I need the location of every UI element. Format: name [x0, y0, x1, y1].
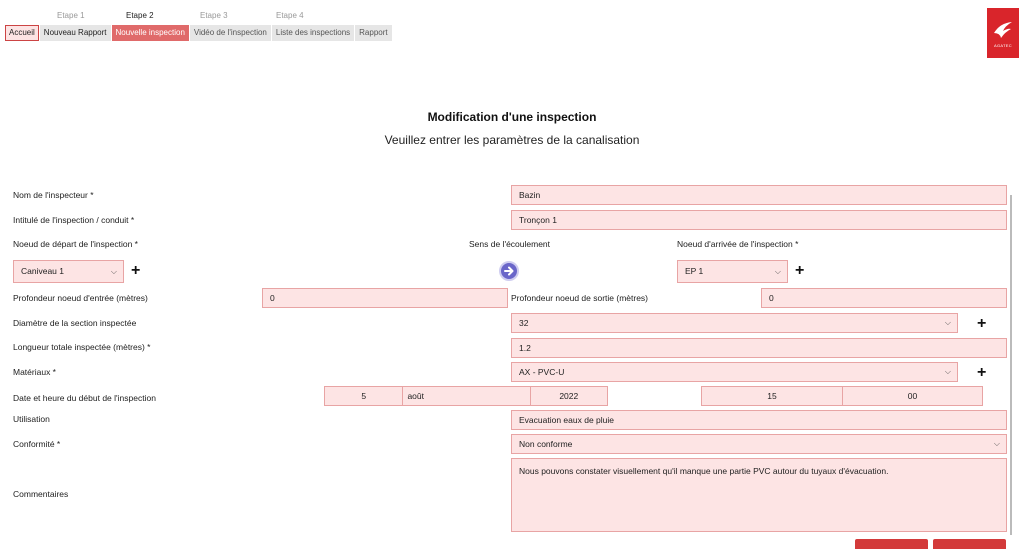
material-select[interactable]	[511, 362, 958, 382]
flow-direction-label: Sens de l'écoulement	[469, 239, 551, 249]
logo-bird-icon	[992, 19, 1014, 41]
conformity-select[interactable]	[511, 434, 1007, 454]
top-nav	[5, 25, 392, 41]
time-hour[interactable]: 15	[767, 391, 777, 401]
conformity-label: Conformité *	[13, 439, 61, 449]
inspector-label: Nom de l'inspecteur *	[13, 190, 94, 200]
chevron-down-icon: ⌵	[944, 318, 951, 327]
material-label: Matériaux *	[13, 367, 56, 377]
depth-in-input[interactable]: 0	[262, 288, 508, 308]
usage-input[interactable]: Evacuation eaux de pluie	[511, 410, 1007, 430]
inspection-title-label: Intitulé de l'inspection / conduit *	[13, 215, 135, 225]
add-diameter-button[interactable]: +	[977, 315, 987, 332]
material-value: AX - PVC-U	[519, 367, 565, 377]
inspector-input[interactable]: Bazin	[511, 185, 1007, 205]
company-logo	[987, 8, 1019, 58]
flow-direction-button[interactable]	[499, 261, 519, 281]
length-input[interactable]: 1.2	[511, 338, 1007, 358]
logo-text: AGATEC	[994, 42, 1012, 48]
chevron-down-icon: ⌵	[774, 267, 781, 276]
diameter-value: 32	[519, 318, 529, 328]
page-subtitle: Veuillez entrer les paramètres de la canalisation	[384, 133, 640, 147]
start-node-value: Caniveau 1	[21, 266, 65, 276]
back-button[interactable]	[855, 539, 928, 549]
comments-textarea[interactable]: Nous pouvons constater visuellement qu'il manque une partie PVC autour du tuyaux d'évacuation.	[511, 458, 1007, 532]
add-start-node-button[interactable]: +	[131, 262, 141, 279]
date-month[interactable]: août	[402, 387, 529, 405]
end-node-select[interactable]	[677, 260, 788, 283]
nav-home[interactable]: Accueil	[5, 25, 39, 41]
depth-out-label: Profondeur noeud de sortie (mètres)	[511, 293, 649, 303]
nav-new-inspection[interactable]: Nouvelle inspection	[112, 25, 189, 41]
time-picker[interactable]	[701, 386, 983, 406]
end-node-label: Noeud d'arrivée de l'inspection *	[677, 239, 799, 249]
diameter-select[interactable]	[511, 313, 958, 333]
comments-label: Commentaires	[13, 489, 69, 499]
step-3: Etape 3	[200, 11, 228, 20]
length-label: Longueur totale inspectée (mètres) *	[13, 342, 151, 352]
nav-new-report[interactable]: Nouveau Rapport	[40, 25, 111, 41]
nav-inspection-video[interactable]: Vidéo de l'inspection	[190, 25, 271, 41]
arrow-right-icon	[503, 265, 515, 277]
date-picker[interactable]	[324, 386, 608, 406]
page-title: Modification d'une inspection	[427, 110, 597, 124]
step-1: Etape 1	[57, 11, 85, 20]
step-4: Etape 4	[276, 11, 304, 20]
datetime-label: Date et heure du début de l'inspection	[13, 393, 156, 403]
nav-inspection-list[interactable]: Liste des inspections	[272, 25, 354, 41]
inspection-title-input[interactable]: Tronçon 1	[511, 210, 1007, 230]
usage-label: Utilisation	[13, 414, 50, 424]
add-material-button[interactable]: +	[977, 364, 987, 381]
diameter-label: Diamètre de la section inspectée	[13, 318, 137, 328]
date-year[interactable]: 2022	[530, 387, 607, 405]
start-node-select[interactable]	[13, 260, 124, 283]
chevron-down-icon: ⌵	[993, 439, 1000, 448]
chevron-down-icon: ⌵	[110, 267, 117, 276]
nav-report[interactable]: Rapport	[355, 25, 391, 41]
time-minute[interactable]: 00	[842, 387, 982, 405]
scrollbar[interactable]	[1010, 195, 1012, 535]
date-day[interactable]: 5	[361, 391, 367, 401]
step-2: Etape 2	[126, 11, 154, 20]
chevron-down-icon: ⌵	[944, 367, 951, 376]
end-node-value: EP 1	[685, 266, 704, 276]
depth-out-input[interactable]: 0	[761, 288, 1007, 308]
depth-in-label: Profondeur noeud d'entrée (mètres)	[13, 293, 148, 303]
next-button[interactable]	[933, 539, 1006, 549]
add-end-node-button[interactable]: +	[795, 262, 805, 279]
start-node-label: Noeud de départ de l'inspection *	[13, 239, 138, 249]
conformity-value: Non conforme	[519, 439, 573, 449]
